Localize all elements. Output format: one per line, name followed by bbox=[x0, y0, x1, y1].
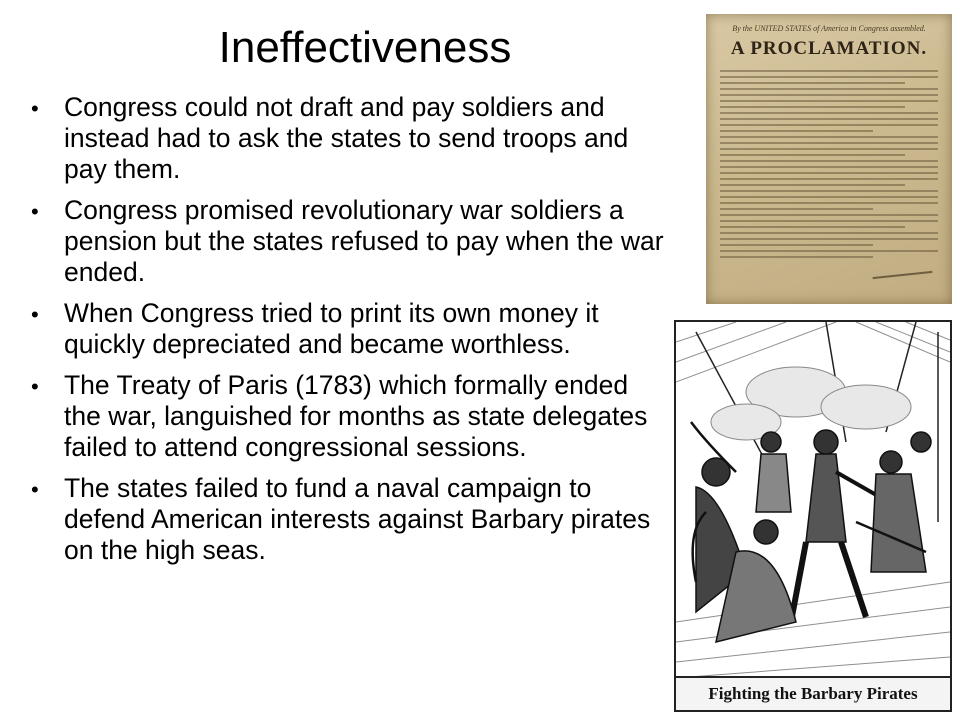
barbary-pirates-image bbox=[674, 320, 952, 712]
bullet-text: Congress could not draft and pay soldiers and instead had to ask the states to send troops and pay them. bbox=[64, 92, 629, 184]
proclamation-text-lines bbox=[720, 70, 938, 262]
bullet-item bbox=[28, 370, 668, 463]
bullet-icon: • bbox=[31, 199, 39, 224]
bullet-item bbox=[28, 298, 668, 360]
signature-mark bbox=[872, 261, 933, 279]
bullet-list bbox=[28, 92, 668, 576]
proclamation-header: A PROCLAMATION. bbox=[730, 38, 928, 59]
bullet-icon: • bbox=[31, 96, 39, 121]
bullet-item bbox=[28, 473, 668, 566]
proclamation-subheader: By the UNITED STATES of America in Congress assembled. bbox=[732, 24, 926, 33]
bullet-icon: • bbox=[31, 477, 39, 502]
bullet-text: Congress promised revolutionary war soldiers a pension but the states refused to pay when the war ended. bbox=[64, 195, 664, 287]
bullet-icon: • bbox=[31, 302, 39, 327]
bullet-item bbox=[28, 195, 668, 288]
bullet-text: The Treaty of Paris (1783) which formally ended the war, languished for months as state delegates failed to attend congressional sessions. bbox=[64, 370, 648, 462]
bullet-icon: • bbox=[31, 374, 39, 399]
bullet-item bbox=[28, 92, 668, 185]
pirates-illustration bbox=[676, 322, 950, 678]
proclamation-image bbox=[706, 14, 952, 304]
pirates-caption: Fighting the Barbary Pirates bbox=[676, 676, 950, 710]
bullet-text: When Congress tried to print its own money it quickly depreciated and became worthless. bbox=[64, 298, 599, 359]
slide-title: Ineffectiveness bbox=[218, 23, 512, 72]
bullet-text: The states failed to fund a naval campaign to defend American interests against Barbary pirates on the high seas. bbox=[64, 473, 651, 565]
